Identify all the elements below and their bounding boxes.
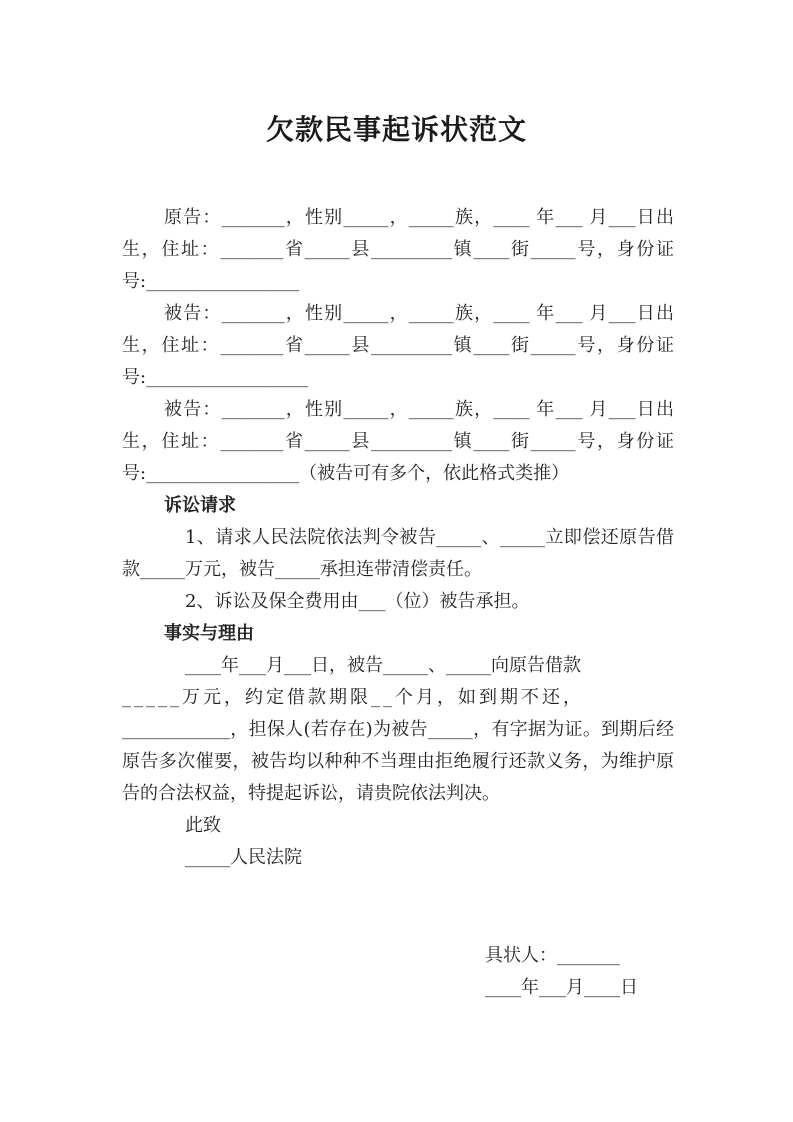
- page-title: 欠款民事起诉状范文: [265, 113, 527, 146]
- claims-heading: 诉讼请求: [164, 495, 236, 516]
- court-name: _____人民法院: [185, 847, 302, 868]
- document-body: [122, 202, 674, 874]
- defendant-info-2: 被告：_______，性别_____，_____族，____ 年___ 月___日出生，住址：_______省_____县_________镇____街_____号，身份证号:_________________（被告可有多个，依此格式类推）: [122, 399, 674, 484]
- claim-item-2: 2、诉讼及保全费用由___（位）被告承担。: [185, 591, 530, 612]
- facts-body: ____________，担保人(若存在)为被告_____，有字据为证。到期后经原告多次催要，被告均以种种不当理由拒绝履行还款义务，为维护原告的合法权益，特提起诉讼，请贵院依法判决。: [122, 719, 674, 804]
- facts-heading: 事实与理由: [164, 623, 254, 644]
- claim-item-1: 1、请求人民法院依法判令被告_____、_____立即偿还原告借款_____万元，被告_____承担连带清偿责任。: [122, 527, 674, 580]
- plaintiff-signature: 具状人：_______: [485, 945, 620, 966]
- defendant-info-1: 被告：_______，性别_____，_____族，____ 年___ 月___日出生，住址：_______省_____县_________镇____街_____号，身份证号:__________________: [122, 303, 674, 388]
- signature-block: [485, 940, 638, 1004]
- facts-line-2: _____万元，约定借款期限__个月，如到期不还，: [122, 687, 584, 708]
- closing-salutation: 此致: [185, 815, 221, 836]
- signature-date: ____年___月____日: [485, 977, 638, 998]
- plaintiff-info: 原告：_______，性别_____，_____族，____ 年___ 月___日出生，住址：_______省_____县_________镇____街_____号，身份证号:_________________: [122, 207, 674, 292]
- facts-line-1: ____年___月___日，被告_____、_____向原告借款: [185, 655, 581, 676]
